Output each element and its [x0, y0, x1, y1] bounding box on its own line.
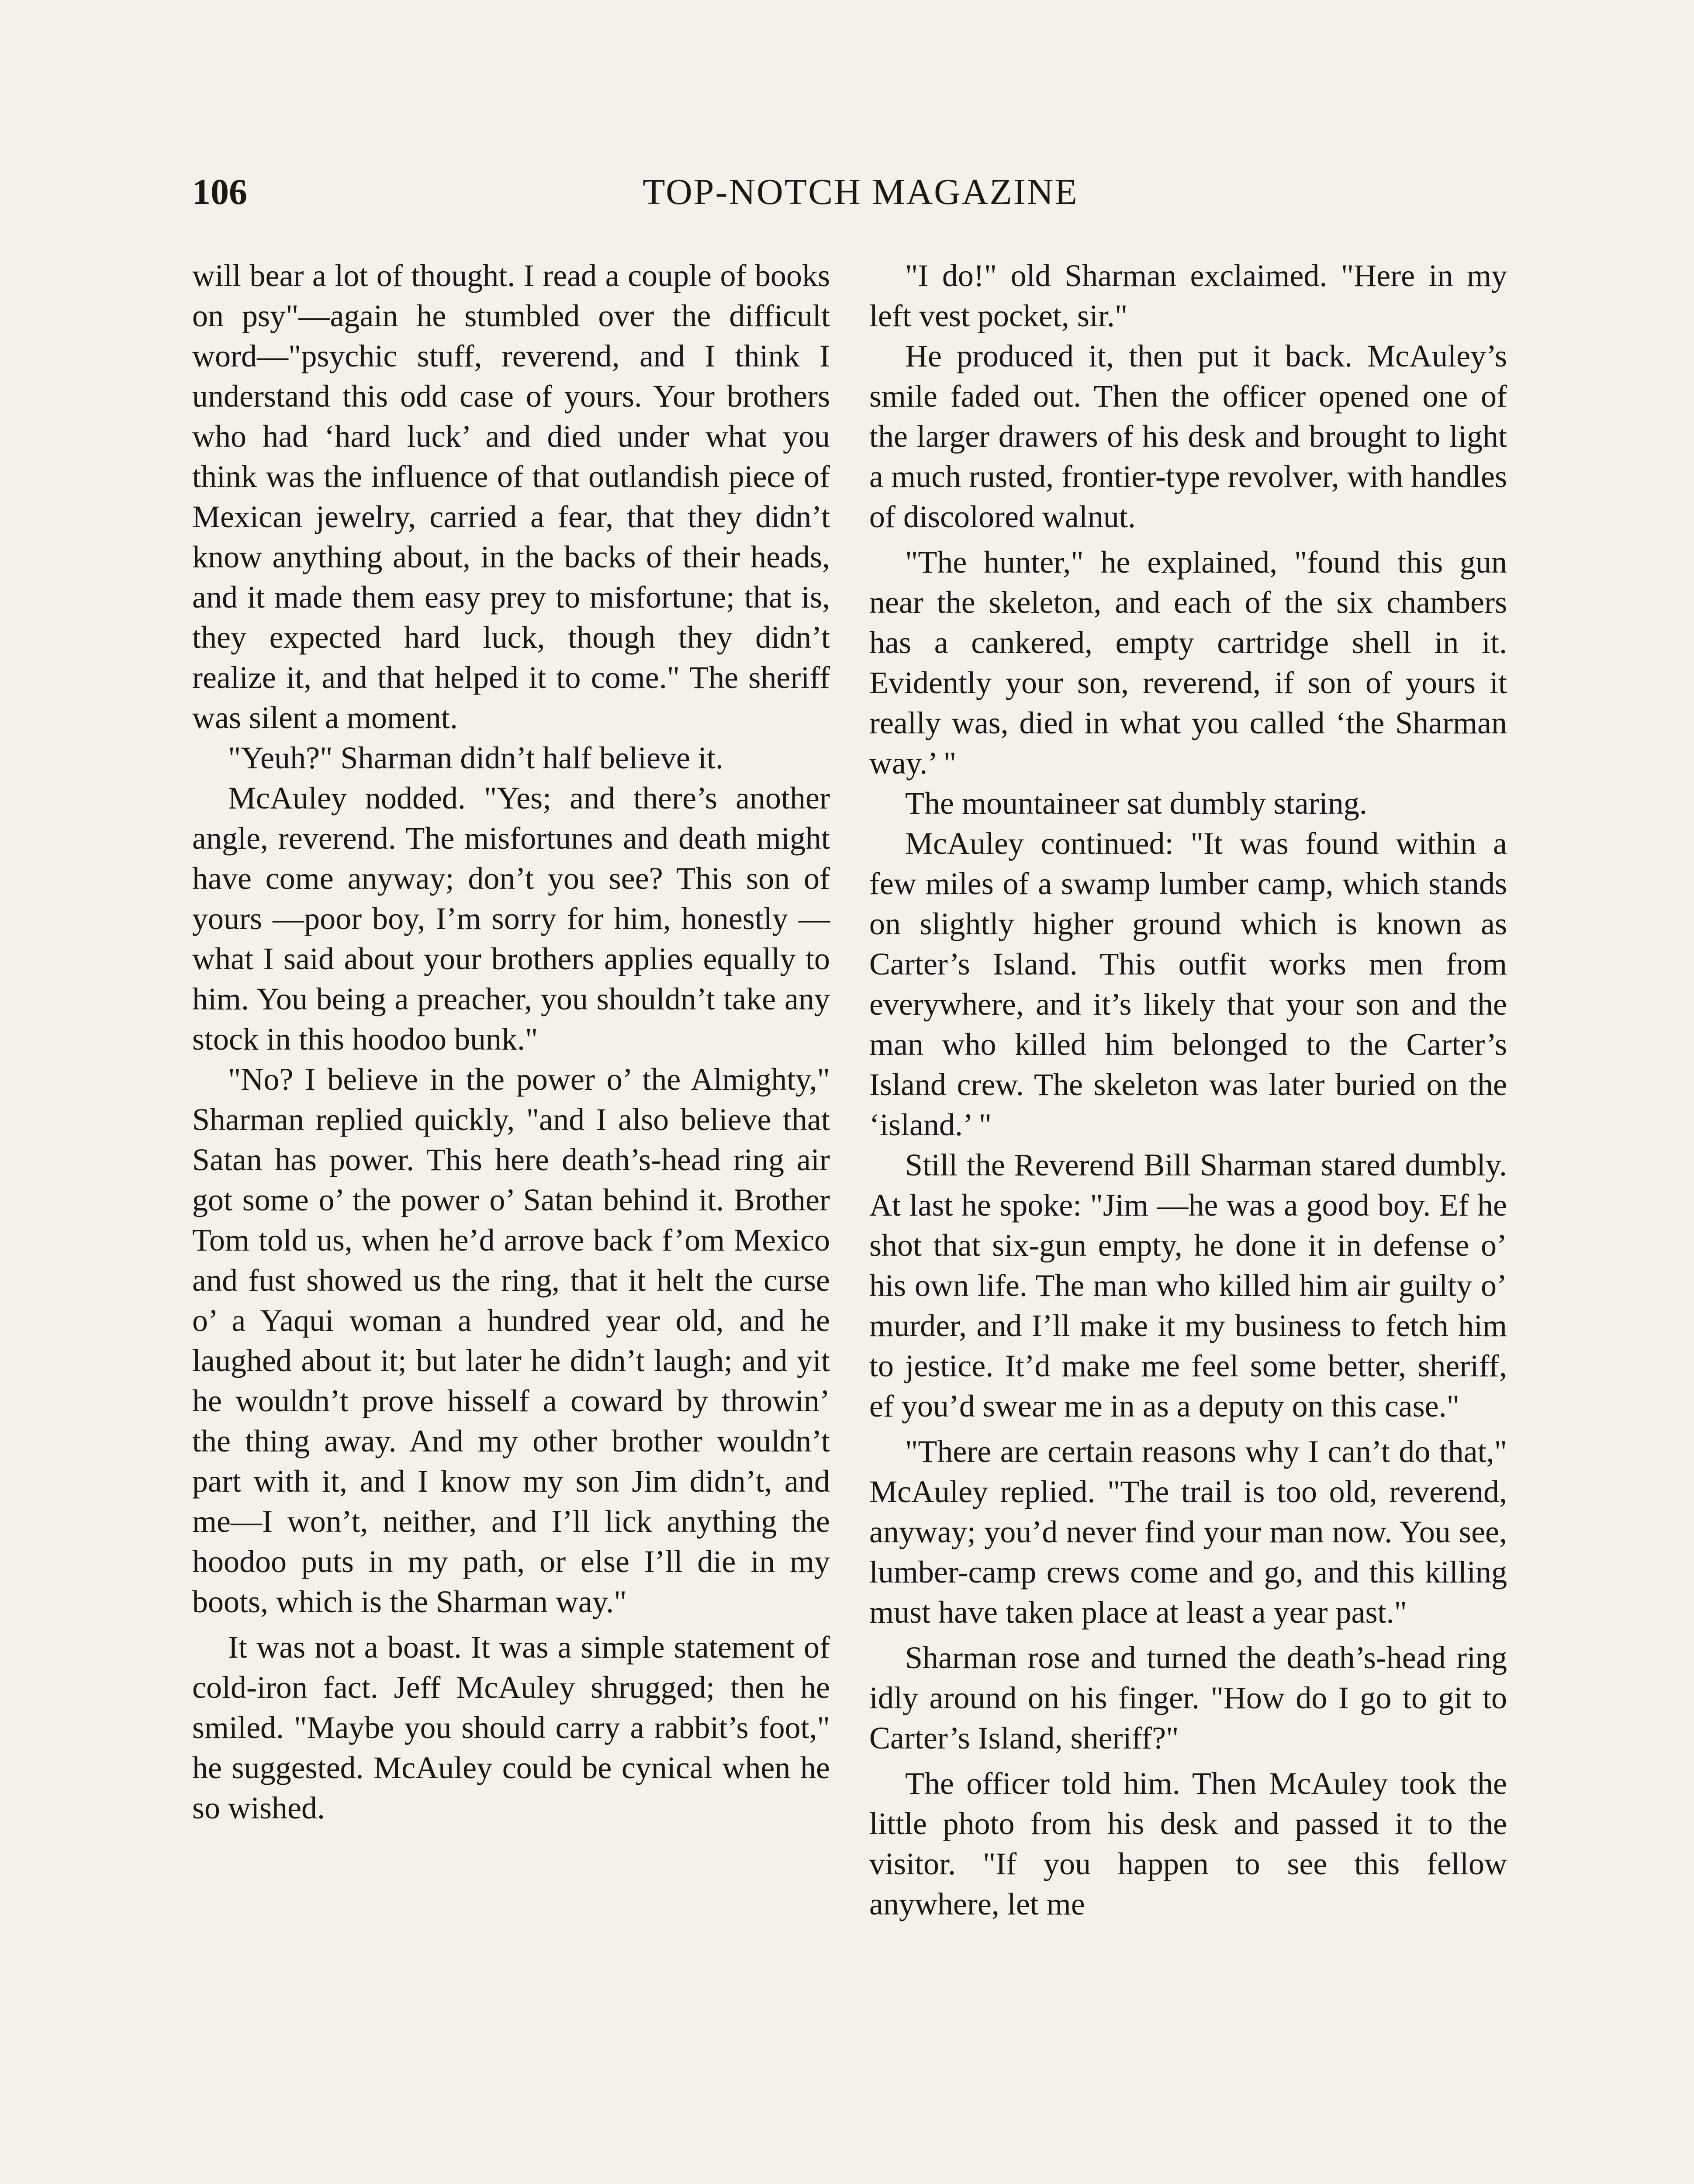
paragraph: will bear a lot of thought. I read a couple of books on psy"—again he stumbled over the difficult word—"psychic stuff, reverend, and I think I understand this odd case of yours. Your brothers who had ‘hard luck’ and died under what you think was the influence of that outlandish piece of Mexican jewelry, carried a fear, that they didn’t know anything about, in the backs of their heads, and it made them easy prey to misfortune; that is, they expected hard luck, though they didn’t realize it, and that helped it to come." The sheriff was silent a moment. [192, 258, 830, 735]
paragraph: "There are certain reasons why I can’t do that," McAuley replied. "The trail is too old, reverend, anyway; you’d never find your man now. You see, lumber-camp crews come and go, and this killing must have taken place at least a year past." [869, 1434, 1507, 1630]
paragraph: Still the Reverend Bill Sharman stared dumbly. At last he spoke: "Jim —he was a good boy. Ef he shot that six-gun empty, he done it in defense o’ his own life. The man who killed him air guilty o’ murder, and I’ll make it my business to fetch him to jestice. It’d make me feel some better, sheriff, ef you’d swear me in as a deputy on this case." [869, 1147, 1507, 1424]
left-column [192, 256, 830, 1828]
paragraph: "No? I believe in the power o’ the Almighty," Sharman replied quickly, "and I also believe that Satan has power. This here death’s-head ring air got some o’ the power o’ Satan behind it. Brother Tom told us, when he’d arrove back f’om Mexico and fust showed us the ring, that it helt the curse o’ a Yaqui woman a hundred year old, and he laughed about it; but later he didn’t laugh; and yit he wouldn’t prove hisself a coward by throwin’ the thing away. And my other brother wouldn’t part with it, and I know my son Jim didn’t, and me—I won’t, neither, and I’ll lick anything the hoodoo puts in my path, or else I’ll die in my boots, which is the Sharman way." [192, 1062, 830, 1619]
paragraph: McAuley nodded. "Yes; and there’s another angle, reverend. The misfortunes and death might have come anyway; don’t you see? This son of yours —poor boy, I’m sorry for him, honestly —what I said about your brothers applies equally to him. You being a preacher, you shouldn’t take any stock in this hoodoo bunk." [192, 781, 830, 1057]
paragraph: It was not a boast. It was a simple statement of cold-iron fact. Jeff McAuley shrugged; then he smiled. "Maybe you should carry a rabbit’s foot," he suggested. McAuley could be cynical when he so wished. [192, 1630, 830, 1825]
paragraph: The officer told him. Then McAuley took the little photo from his desk and passed it to the visitor. "If you happen to see this fellow anywhere, let me [869, 1766, 1507, 1921]
paragraph: "I do!" old Sharman exclaimed. "Here in my left vest pocket, sir." [869, 258, 1507, 333]
paragraph: McAuley continued: "It was found within a few miles of a swamp lumber camp, which stands on slightly higher ground which is known as Carter’s Island. This outfit works men from everywhere, and it’s likely that your son and the man who killed him belonged to the Carter’s Island crew. The skeleton was later buried on the ‘island.’ " [869, 826, 1507, 1142]
running-head: TOP-NOTCH MAGAZINE [643, 172, 1079, 212]
page-number: 106 [192, 172, 247, 212]
right-column [869, 256, 1507, 1924]
paragraph: "The hunter," he explained, "found this gun near the skeleton, and each of the six chambers has a cankered, empty cartridge shell in it. Evidently your son, reverend, if son of yours it really was, died in what you called ‘the Sharman way.’ " [869, 545, 1507, 781]
paragraph: Sharman rose and turned the death’s-head ring idly around on his finger. "How do I go to git to Carter’s Island, sheriff?" [869, 1640, 1507, 1755]
paragraph: "Yeuh?" Sharman didn’t half believe it. [228, 740, 723, 775]
paragraph: The mountaineer sat dumbly staring. [905, 786, 1367, 821]
paragraph: He produced it, then put it back. McAuley’s smile faded out. Then the officer opened one of the larger drawers of his desk and brought to light a much rusted, frontier-type revolver, with handles of discolored walnut. [869, 339, 1507, 534]
